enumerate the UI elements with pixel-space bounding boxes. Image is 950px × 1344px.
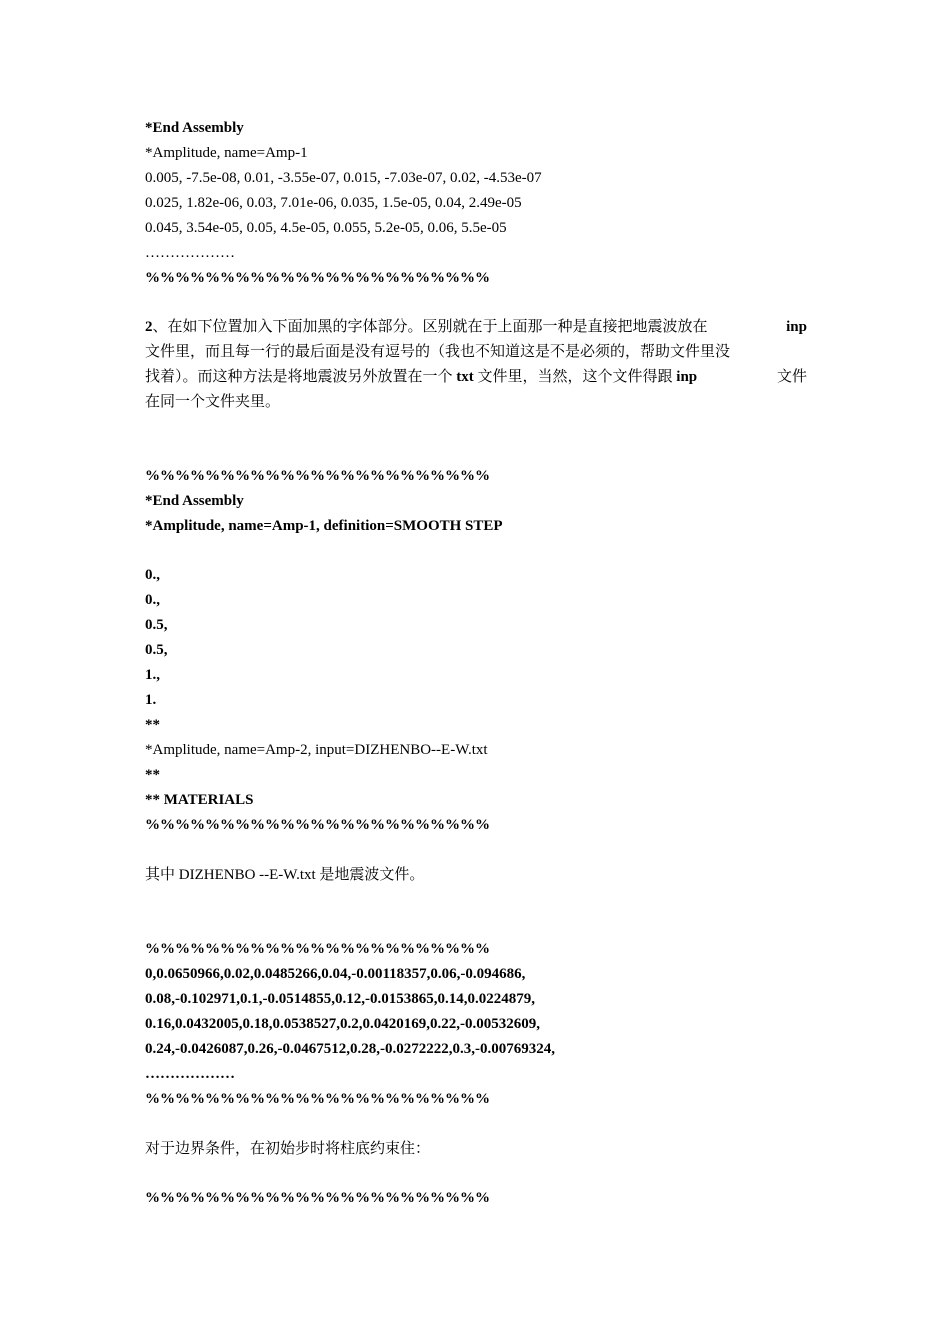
paragraph-text-bold: inp — [786, 319, 807, 335]
data-row: 0.045, 3.54e-05, 0.05, 4.5e-05, 0.055, 5.2e-05, 0.06, 5.5e-05 — [145, 220, 507, 236]
data-row: 0.16,0.0432005,0.18,0.0538527,0.2,0.0420169,0.22,-0.00532609, — [145, 1016, 540, 1032]
value-line: 0.5, — [145, 642, 168, 658]
separator-line: %%%%%%%%%%%%%%%%%%%%%%% — [145, 941, 490, 957]
paragraph-text: 文件里，当然，这个文件得跟 — [473, 369, 677, 385]
value-line: 0., — [145, 567, 160, 583]
separator-line: %%%%%%%%%%%%%%%%%%%%%%% — [145, 468, 490, 484]
end-assembly-line: *End Assembly — [145, 120, 244, 136]
value-line: 1. — [145, 692, 157, 708]
amplitude-line: *Amplitude, name=Amp-1, definition=SMOOTH STEP — [145, 518, 503, 534]
paragraph-text: 文件里，而且每一行的最后面是没有逗号的（我也不知道这是不是必须的，帮助文件里没 — [145, 344, 731, 360]
paragraph-text: 在同一个文件夹里。 — [145, 394, 281, 410]
data-row: 0.24,-0.0426087,0.26,-0.0467512,0.28,-0.0272222,0.3,-0.00769324, — [145, 1041, 555, 1057]
separator-line: %%%%%%%%%%%%%%%%%%%%%%% — [145, 270, 490, 286]
data-row: 0,0.0650966,0.02,0.0485266,0.04,-0.00118357,0.06,-0.094686, — [145, 966, 526, 982]
value-line: 0., — [145, 592, 160, 608]
paragraph-text: 找着）。而这种方法是将地震波另外放置在一个 — [145, 369, 457, 385]
step-number: 2 — [145, 319, 153, 335]
separator-line: %%%%%%%%%%%%%%%%%%%%%%% — [145, 817, 490, 833]
separator-line: %%%%%%%%%%%%%%%%%%%%%%% — [145, 1091, 490, 1107]
paragraph-text-bold: inp — [676, 369, 698, 385]
data-row: 0.005, -7.5e-08, 0.01, -3.55e-07, 0.015, -7.03e-07, 0.02, -4.53e-07 — [145, 170, 542, 186]
paragraph-text-bold: txt — [456, 369, 474, 385]
paragraph-text: 文件 — [776, 369, 807, 385]
instruction-paragraph — [145, 315, 807, 415]
materials-line: ** MATERIALS — [145, 792, 254, 808]
paragraph-text: 、在如下位置加入下面加黑的字体部分。区别就在于上面那一种是直接把地震波放在 — [152, 319, 708, 335]
data-row: 0.08,-0.102971,0.1,-0.0514855,0.12,-0.0153865,0.14,0.0224879, — [145, 991, 535, 1007]
comment-line: ** — [145, 767, 160, 783]
comment-line: ** — [145, 717, 160, 733]
note-line: 其中 DIZHENBO --E-W.txt 是地震波文件。 — [145, 867, 425, 883]
value-line: 1., — [145, 667, 160, 683]
ellipsis-line: ……………… — [145, 1066, 235, 1082]
ellipsis-line: ……………… — [145, 245, 235, 261]
separator-line: %%%%%%%%%%%%%%%%%%%%%%% — [145, 1190, 490, 1206]
amplitude-line: *Amplitude, name=Amp-2, input=DIZHENBO--E-W.txt — [145, 742, 488, 758]
amplitude-line: *Amplitude, name=Amp-1 — [145, 145, 308, 161]
data-row: 0.025, 1.82e-06, 0.03, 7.01e-06, 0.035, 1.5e-05, 0.04, 2.49e-05 — [145, 195, 522, 211]
boundary-note-line: 对于边界条件，在初始步时将柱底约束住： — [145, 1141, 431, 1157]
value-line: 0.5, — [145, 617, 168, 633]
end-assembly-line: *End Assembly — [145, 493, 244, 509]
